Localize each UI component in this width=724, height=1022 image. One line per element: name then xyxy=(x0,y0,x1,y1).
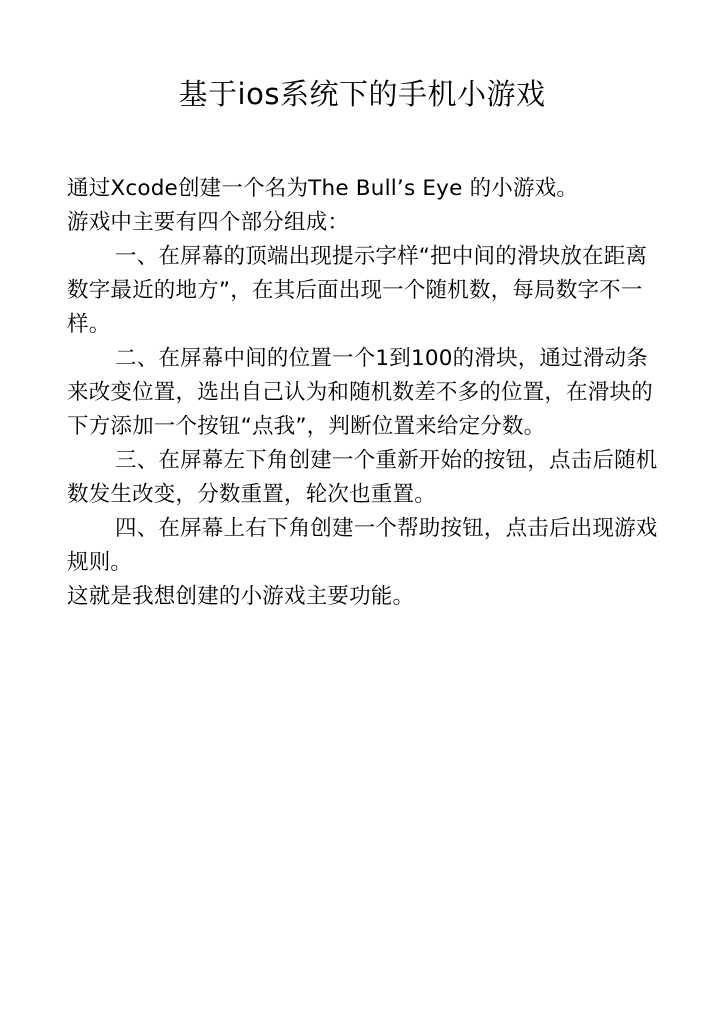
component-three-paragraph: 三、在屏幕左下角创建一个重新开始的按钮，点击后随机数发生改变，分数重置，轮次也重置。 xyxy=(67,448,658,507)
closing-paragraph: 这就是我想创建的小游戏主要功能。 xyxy=(67,584,415,609)
component-four-paragraph: 四、在屏幕上右下角创建一个帮助按钮，点击后出现游戏规则。 xyxy=(67,516,658,575)
document-body xyxy=(67,172,667,614)
component-two-paragraph: 二、在屏幕中间的位置一个1到100的滑块，通过滑动条来改变位置，选出自己认为和随机数差不多的位置，在滑块的下方添加一个按钮“点我”，判断位置来给定分数。 xyxy=(67,346,653,439)
component-one-paragraph: 一、在屏幕的顶端出现提示字样“把中间的滑块放在距离数字最近的地方”，在其后面出现一个随机数，每局数字不一样。 xyxy=(67,244,648,337)
components-intro-paragraph: 游戏中主要有四个部分组成： xyxy=(67,210,350,235)
intro-paragraph: 通过Xcode创建一个名为The Bull’s Eye 的小游戏。 xyxy=(67,176,579,201)
document-title: 基于ios系统下的手机小游戏 xyxy=(178,77,546,111)
